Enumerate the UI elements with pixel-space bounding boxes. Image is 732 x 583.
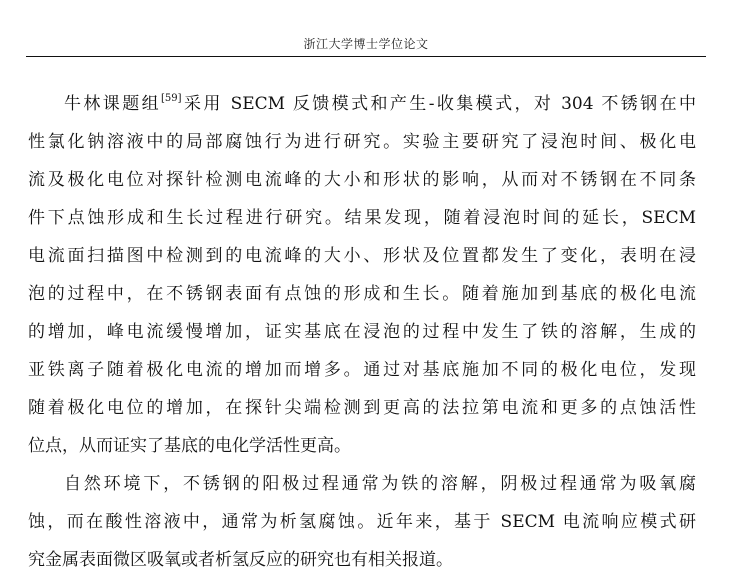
body-text [28, 85, 696, 579]
text-line: 自然环境下，不锈钢的阳极过程通常为铁的溶解，阴极过程通常为吸氧腐 [64, 474, 696, 494]
text-line: 位点，从而证实了基底的电化学活性更高。 [28, 436, 351, 456]
text-line: 的增加，峰电流缓慢增加，证实基底在浸泡的过程中发生了铁的溶解，生成的 [28, 322, 696, 342]
text-line: 性氯化钠溶液中的局部腐蚀行为进行研究。实验主要研究了浸泡时间、极化电 [28, 132, 696, 152]
text-span: 采用 SECM 反馈模式和产生-收集模式，对 304 不锈钢在中 [181, 94, 696, 114]
text-line [28, 85, 696, 123]
text-span: 牛林课题组 [64, 94, 162, 114]
paragraph-2 [28, 465, 696, 579]
text-line: 蚀，而在酸性溶液中，通常为析氢腐蚀。近年来，基于 SECM 电流响应模式研 [28, 512, 696, 532]
text-line: 件下点蚀形成和生长过程进行研究。结果发现，随着浸泡时间的延长，SECM [28, 208, 696, 228]
text-line: 随着极化电位的增加，在探针尖端检测到更高的法拉第电流和更多的点蚀活性 [28, 398, 696, 418]
text-line: 电流面扫描图中检测到的电流峰的大小、形状及位置都发生了变化，表明在浸 [28, 246, 696, 266]
header-rule [26, 56, 706, 57]
text-line: 流及极化电位对探针检测电流峰的大小和形状的影响，从而对不锈钢在不同条 [28, 170, 696, 190]
citation-marker: [59] [161, 93, 182, 104]
text-line: 究金属表面微区吸氧或者析氢反应的研究也有相关报道。 [28, 550, 453, 570]
paragraph-1 [28, 85, 696, 465]
text-line: 亚铁离子随着极化电流的增加而增多。通过对基底施加不同的极化电位，发现 [28, 360, 696, 380]
text-line: 泡的过程中，在不锈钢表面有点蚀的形成和生长。随着施加到基底的极化电流 [28, 284, 696, 304]
running-header: 浙江大学博士学位论文 [303, 37, 429, 51]
